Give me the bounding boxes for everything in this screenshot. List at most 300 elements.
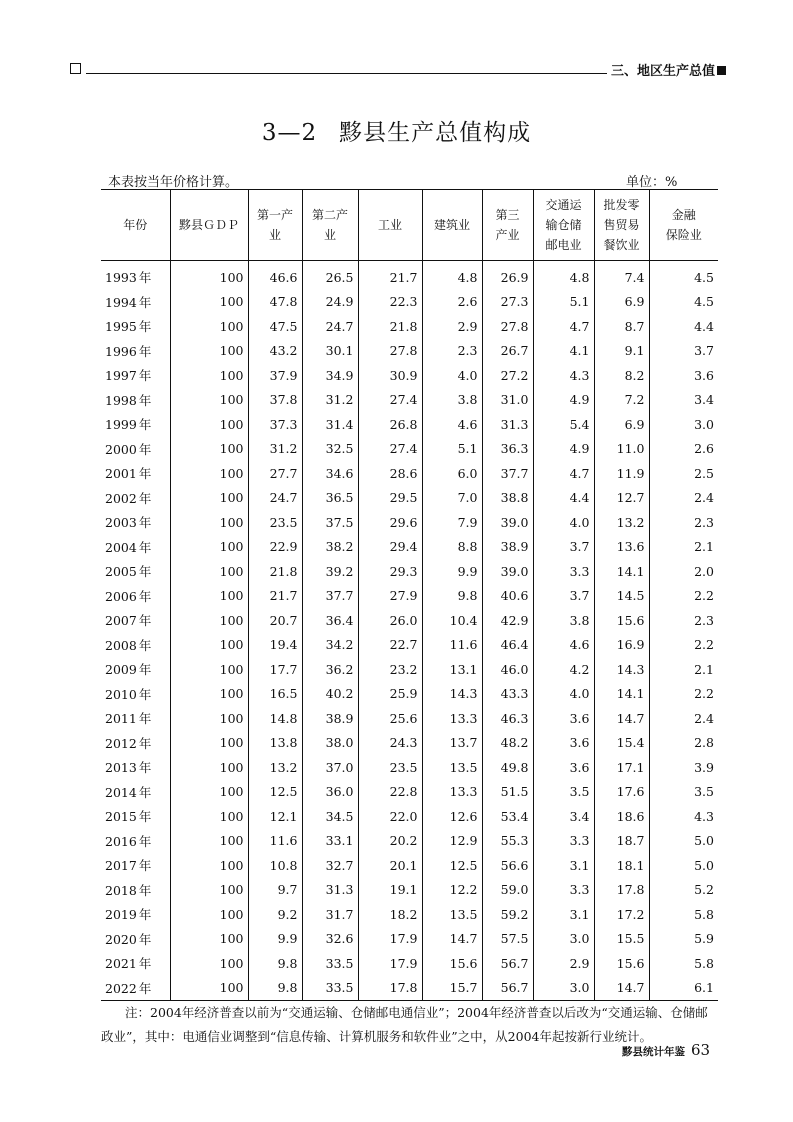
value-cell — [248, 584, 302, 609]
cell-value: 18.1 — [616, 857, 645, 873]
year-value: 1995 — [105, 319, 137, 335]
year-cell — [101, 412, 170, 437]
value-cell — [302, 657, 358, 682]
cell-value: 4.0 — [569, 686, 590, 702]
cell-value: 22.7 — [389, 637, 418, 653]
cell-value: 5.4 — [569, 416, 590, 432]
section-title: 三、地区生产总值 — [611, 64, 716, 79]
value-cell — [170, 902, 248, 927]
cell-value: 15.5 — [616, 931, 645, 947]
value-cell — [248, 486, 302, 511]
value-cell — [248, 437, 302, 462]
year-suffix: 年 — [138, 760, 152, 776]
cell-value: 100 — [219, 465, 244, 481]
value-cell — [482, 363, 533, 388]
value-cell — [302, 731, 358, 756]
cell-value: 100 — [219, 784, 244, 800]
cell-value: 23.2 — [389, 661, 418, 677]
value-cell — [594, 339, 649, 364]
value-cell — [302, 633, 358, 658]
cell-value: 22.3 — [389, 294, 418, 310]
cell-value: 8.2 — [624, 367, 645, 383]
value-cell — [649, 314, 718, 339]
table-row — [101, 706, 718, 731]
value-cell — [482, 878, 533, 903]
year-cell — [101, 290, 170, 315]
year-value: 2011 — [105, 711, 137, 727]
table-row — [101, 339, 718, 364]
value-cell — [649, 804, 718, 829]
year-suffix: 年 — [138, 441, 152, 457]
year-value: 1994 — [105, 294, 137, 310]
cell-value: 34.5 — [325, 808, 354, 824]
cell-value: 2.8 — [694, 735, 714, 751]
value-cell — [302, 363, 358, 388]
value-cell — [649, 339, 718, 364]
cell-value: 31.4 — [325, 416, 354, 432]
cell-value: 13.3 — [449, 710, 478, 726]
value-cell — [482, 261, 533, 290]
cell-value: 4.8 — [457, 269, 478, 285]
cell-value: 4.6 — [569, 637, 590, 653]
year-value: 2007 — [105, 613, 137, 629]
value-cell — [649, 878, 718, 903]
cell-value: 17.9 — [389, 931, 418, 947]
cell-value: 18.2 — [389, 906, 418, 922]
value-cell — [170, 584, 248, 609]
value-cell — [302, 902, 358, 927]
table-row — [101, 804, 718, 829]
year-suffix: 年 — [138, 392, 152, 408]
value-cell — [594, 363, 649, 388]
cell-value: 30.9 — [389, 367, 418, 383]
value-cell — [248, 314, 302, 339]
cell-value: 38.0 — [325, 735, 354, 751]
year-value: 2012 — [105, 735, 137, 751]
cell-value: 16.9 — [616, 637, 645, 653]
value-cell — [422, 731, 482, 756]
value-cell — [248, 261, 302, 290]
value-cell — [358, 608, 422, 633]
value-cell — [170, 314, 248, 339]
year-value: 2005 — [105, 564, 137, 580]
value-cell — [358, 976, 422, 1001]
value-cell — [302, 461, 358, 486]
cell-value: 39.2 — [325, 563, 354, 579]
value-cell — [482, 339, 533, 364]
cell-value: 3.0 — [694, 416, 714, 432]
value-cell — [482, 853, 533, 878]
value-cell — [358, 878, 422, 903]
year-value: 2013 — [105, 760, 137, 776]
value-cell — [248, 927, 302, 952]
cell-value: 3.6 — [569, 735, 590, 751]
cell-value: 27.4 — [389, 392, 418, 408]
year-suffix: 年 — [138, 956, 152, 972]
value-cell — [358, 437, 422, 462]
value-cell — [482, 780, 533, 805]
cell-value: 4.9 — [569, 392, 590, 408]
cell-value: 55.3 — [500, 833, 529, 849]
cell-value: 12.6 — [449, 808, 478, 824]
table-row — [101, 437, 718, 462]
cell-value: 13.6 — [616, 539, 645, 555]
column-header-line: 业 — [323, 228, 336, 242]
value-cell — [594, 902, 649, 927]
cell-value: 29.3 — [389, 563, 418, 579]
cell-value: 100 — [219, 906, 244, 922]
cell-value: 100 — [219, 392, 244, 408]
value-cell — [649, 780, 718, 805]
cell-value: 24.7 — [269, 490, 298, 506]
value-cell — [482, 486, 533, 511]
value-cell — [422, 510, 482, 535]
value-cell — [594, 706, 649, 731]
cell-value: 100 — [219, 367, 244, 383]
value-cell — [533, 388, 594, 413]
cell-value: 5.0 — [694, 833, 714, 849]
value-cell — [248, 657, 302, 682]
cell-value: 29.5 — [389, 490, 418, 506]
cell-value: 25.9 — [389, 686, 418, 702]
value-cell — [170, 339, 248, 364]
value-cell — [594, 388, 649, 413]
table-row — [101, 314, 718, 339]
cell-value: 2.9 — [569, 955, 590, 971]
cell-value: 13.3 — [449, 784, 478, 800]
value-cell — [170, 976, 248, 1001]
value-cell — [248, 902, 302, 927]
column-header — [170, 190, 248, 261]
column-header-line: 第三 — [495, 208, 520, 222]
year-cell — [101, 510, 170, 535]
cell-value: 33.1 — [325, 833, 354, 849]
value-cell — [358, 261, 422, 290]
cell-value: 14.3 — [449, 686, 478, 702]
value-cell — [594, 633, 649, 658]
value-cell — [248, 976, 302, 1001]
column-header-line: 金融 — [671, 208, 696, 222]
value-cell — [649, 461, 718, 486]
value-cell — [170, 951, 248, 976]
cell-value: 24.9 — [325, 294, 354, 310]
year-cell — [101, 559, 170, 584]
year-cell — [101, 780, 170, 805]
value-cell — [170, 878, 248, 903]
value-cell — [248, 731, 302, 756]
value-cell — [248, 682, 302, 707]
value-cell — [302, 829, 358, 854]
value-cell — [170, 535, 248, 560]
value-cell — [302, 951, 358, 976]
year-cell — [101, 584, 170, 609]
cell-value: 12.5 — [449, 857, 478, 873]
cell-value: 6.9 — [624, 294, 645, 310]
value-cell — [533, 261, 594, 290]
value-cell — [248, 878, 302, 903]
table-row — [101, 927, 718, 952]
cell-value: 100 — [219, 588, 244, 604]
value-cell — [358, 853, 422, 878]
value-cell — [358, 633, 422, 658]
cell-value: 2.4 — [694, 710, 714, 726]
value-cell — [358, 804, 422, 829]
table-row — [101, 780, 718, 805]
year-cell — [101, 976, 170, 1001]
cell-value: 100 — [219, 980, 244, 996]
value-cell — [533, 706, 594, 731]
value-cell — [594, 682, 649, 707]
value-cell — [422, 706, 482, 731]
value-cell — [533, 682, 594, 707]
cell-value: 39.0 — [500, 563, 529, 579]
year-cell — [101, 951, 170, 976]
cell-value: 38.8 — [500, 490, 529, 506]
year-value: 1996 — [105, 343, 137, 359]
cell-value: 24.3 — [389, 735, 418, 751]
column-header — [422, 190, 482, 261]
cell-value: 8.8 — [457, 539, 478, 555]
cell-value: 59.2 — [500, 906, 529, 922]
value-cell — [302, 706, 358, 731]
value-cell — [594, 780, 649, 805]
value-cell — [533, 290, 594, 315]
value-cell — [422, 755, 482, 780]
cell-value: 9.9 — [457, 563, 478, 579]
value-cell — [422, 486, 482, 511]
value-cell — [302, 976, 358, 1001]
cell-value: 4.8 — [569, 269, 590, 285]
year-cell — [101, 388, 170, 413]
value-cell — [482, 314, 533, 339]
value-cell — [358, 829, 422, 854]
value-cell — [594, 608, 649, 633]
table-row — [101, 461, 718, 486]
value-cell — [594, 829, 649, 854]
cell-value: 46.0 — [500, 661, 529, 677]
cell-value: 4.7 — [569, 465, 590, 481]
value-cell — [594, 584, 649, 609]
value-cell — [358, 584, 422, 609]
cell-value: 5.1 — [457, 441, 478, 457]
cell-value: 100 — [219, 416, 244, 432]
cell-value: 2.4 — [694, 490, 714, 506]
value-cell — [482, 829, 533, 854]
value-cell — [248, 608, 302, 633]
cell-value: 33.5 — [325, 980, 354, 996]
value-cell — [482, 388, 533, 413]
book-title: 黟县统计年鉴 — [622, 1046, 685, 1058]
value-cell — [422, 314, 482, 339]
cell-value: 18.6 — [616, 808, 645, 824]
value-cell — [302, 804, 358, 829]
column-header-line: 建筑业 — [433, 218, 470, 232]
year-suffix: 年 — [138, 907, 152, 923]
page-title — [0, 114, 793, 147]
year-cell — [101, 486, 170, 511]
value-cell — [482, 657, 533, 682]
cell-value: 3.8 — [457, 392, 478, 408]
cell-value: 2.1 — [694, 539, 714, 555]
year-cell — [101, 657, 170, 682]
value-cell — [594, 927, 649, 952]
value-cell — [533, 510, 594, 535]
year-suffix: 年 — [138, 564, 152, 580]
table-number: 3—2 — [261, 120, 318, 146]
year-value: 2017 — [105, 858, 137, 874]
value-cell — [533, 633, 594, 658]
column-header — [533, 190, 594, 261]
value-cell — [649, 951, 718, 976]
column-header — [358, 190, 422, 261]
cell-value: 100 — [219, 294, 244, 310]
year-suffix: 年 — [138, 270, 152, 286]
value-cell — [482, 902, 533, 927]
cell-value: 48.2 — [500, 735, 529, 751]
cell-value: 21.8 — [389, 318, 418, 334]
cell-value: 5.8 — [694, 906, 714, 922]
value-cell — [649, 388, 718, 413]
column-header — [248, 190, 302, 261]
cell-value: 17.6 — [616, 784, 645, 800]
value-cell — [533, 902, 594, 927]
cell-value: 37.0 — [325, 759, 354, 775]
cell-value: 18.7 — [616, 833, 645, 849]
gdp-composition-table — [101, 189, 718, 1001]
cell-value: 9.1 — [624, 343, 645, 359]
cell-value: 21.8 — [269, 563, 298, 579]
cell-value: 46.6 — [269, 269, 298, 285]
cell-value: 9.8 — [277, 980, 298, 996]
value-cell — [248, 510, 302, 535]
year-suffix: 年 — [138, 833, 152, 849]
value-cell — [248, 951, 302, 976]
cell-value: 9.8 — [277, 955, 298, 971]
cell-value: 3.0 — [569, 980, 590, 996]
column-header — [101, 190, 170, 261]
value-cell — [170, 290, 248, 315]
table-row — [101, 829, 718, 854]
value-cell — [482, 412, 533, 437]
cell-value: 100 — [219, 490, 244, 506]
year-suffix: 年 — [138, 711, 152, 727]
value-cell — [248, 388, 302, 413]
value-cell — [594, 486, 649, 511]
cell-value: 100 — [219, 612, 244, 628]
cell-value: 29.4 — [389, 539, 418, 555]
value-cell — [248, 706, 302, 731]
cell-value: 17.8 — [389, 980, 418, 996]
value-cell — [248, 780, 302, 805]
value-cell — [533, 339, 594, 364]
cell-value: 37.5 — [325, 514, 354, 530]
cell-value: 14.7 — [616, 710, 645, 726]
cell-value: 9.9 — [277, 931, 298, 947]
cell-value: 15.6 — [616, 955, 645, 971]
cell-value: 100 — [219, 563, 244, 579]
cell-value: 4.5 — [694, 269, 714, 285]
year-value: 1999 — [105, 417, 137, 433]
cell-value: 40.6 — [500, 588, 529, 604]
table-row — [101, 261, 718, 290]
cell-value: 20.2 — [389, 833, 418, 849]
cell-value: 14.5 — [616, 588, 645, 604]
cell-value: 100 — [219, 661, 244, 677]
column-header-line: 黟县ＧＤＰ — [178, 218, 239, 232]
value-cell — [302, 584, 358, 609]
value-cell — [422, 780, 482, 805]
cell-value: 100 — [219, 833, 244, 849]
cell-value: 100 — [219, 931, 244, 947]
year-value: 1997 — [105, 368, 137, 384]
cell-value: 27.4 — [389, 441, 418, 457]
year-cell — [101, 314, 170, 339]
year-cell — [101, 363, 170, 388]
cell-value: 19.1 — [389, 882, 418, 898]
cell-value: 14.1 — [616, 686, 645, 702]
cell-value: 56.6 — [500, 857, 529, 873]
cell-value: 2.3 — [694, 514, 714, 530]
year-suffix: 年 — [138, 368, 152, 384]
value-cell — [170, 363, 248, 388]
year-suffix: 年 — [138, 294, 152, 310]
value-cell — [302, 437, 358, 462]
value-cell — [358, 486, 422, 511]
cell-value: 2.2 — [694, 637, 714, 653]
cell-value: 5.1 — [569, 294, 590, 310]
cell-value: 26.0 — [389, 612, 418, 628]
cell-value: 13.8 — [269, 735, 298, 751]
value-cell — [170, 682, 248, 707]
cell-value: 2.3 — [694, 612, 714, 628]
value-cell — [482, 461, 533, 486]
cell-value: 6.0 — [457, 465, 478, 481]
value-cell — [302, 339, 358, 364]
cell-value: 13.2 — [616, 514, 645, 530]
value-cell — [594, 951, 649, 976]
cell-value: 17.1 — [616, 759, 645, 775]
column-header-line: 邮电业 — [545, 238, 582, 252]
value-cell — [594, 535, 649, 560]
value-cell — [533, 461, 594, 486]
year-value: 2010 — [105, 686, 137, 702]
value-cell — [422, 804, 482, 829]
cell-value: 22.8 — [389, 784, 418, 800]
cell-value: 34.2 — [325, 637, 354, 653]
cell-value: 100 — [219, 686, 244, 702]
cell-value: 47.8 — [269, 294, 298, 310]
cell-value: 7.0 — [457, 490, 478, 506]
value-cell — [358, 902, 422, 927]
cell-value: 37.7 — [325, 588, 354, 604]
value-cell — [358, 314, 422, 339]
cell-value: 2.2 — [694, 588, 714, 604]
cell-value: 2.0 — [694, 563, 714, 579]
cell-value: 5.9 — [694, 931, 714, 947]
value-cell — [649, 755, 718, 780]
column-header — [649, 190, 718, 261]
cell-value: 3.7 — [694, 343, 714, 359]
cell-value: 23.5 — [269, 514, 298, 530]
value-cell — [482, 584, 533, 609]
table-row — [101, 682, 718, 707]
value-cell — [533, 486, 594, 511]
column-header — [482, 190, 533, 261]
year-value: 2015 — [105, 809, 137, 825]
cell-value: 20.7 — [269, 612, 298, 628]
cell-value: 22.9 — [269, 539, 298, 555]
year-cell — [101, 878, 170, 903]
